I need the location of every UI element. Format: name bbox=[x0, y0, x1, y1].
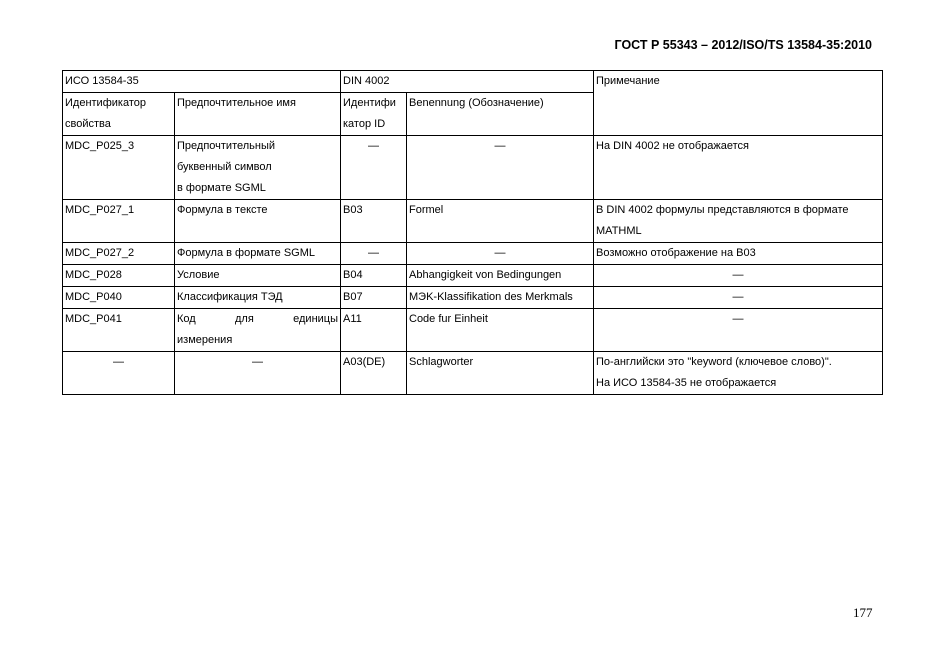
note-cell: — bbox=[594, 265, 883, 287]
note-line: По-английски это "keyword (ключевое слово)". bbox=[596, 356, 832, 368]
iso-id-cell: MDC_P028 bbox=[63, 265, 175, 287]
iso-name-line: буквенный символ bbox=[177, 161, 272, 173]
din-name-cell: — bbox=[407, 136, 594, 200]
table-row bbox=[63, 352, 883, 395]
note-cell: — bbox=[594, 309, 883, 352]
table-row bbox=[63, 243, 883, 265]
din-id-cell: — bbox=[341, 136, 407, 200]
iso-name-cell bbox=[175, 136, 341, 200]
din-group-header: DIN 4002 bbox=[341, 71, 594, 93]
din-id-header bbox=[341, 93, 407, 136]
din-id-header-line2: катор ID bbox=[343, 118, 386, 130]
din-name-cell: — bbox=[407, 243, 594, 265]
din-id-cell: B07 bbox=[341, 287, 407, 309]
iso-id-cell: — bbox=[63, 352, 175, 395]
din-name-cell: Formel bbox=[407, 200, 594, 243]
page-number: 177 bbox=[853, 605, 873, 620]
iso-id-cell: MDC_P027_1 bbox=[63, 200, 175, 243]
iso-name-header: Предпочтительное имя bbox=[175, 93, 341, 136]
din-id-cell: A11 bbox=[341, 309, 407, 352]
iso-id-header-line2: свойства bbox=[65, 118, 111, 130]
table-row bbox=[63, 265, 883, 287]
table-group-header-row bbox=[63, 71, 883, 93]
din-name-cell: Code fur Einheit bbox=[407, 309, 594, 352]
iso-name-line: в формате SGML bbox=[177, 182, 266, 194]
din-name-header: Benennung (Обозначение) bbox=[407, 93, 594, 136]
iso-id-cell: MDC_P027_2 bbox=[63, 243, 175, 265]
din-id-header-line1: Идентифи bbox=[343, 97, 396, 109]
iso-id-header bbox=[63, 93, 175, 136]
din-name-cell: Abhangigkeit von Bedingungen bbox=[407, 265, 594, 287]
note-line: На DIN 4002 не отображается bbox=[596, 140, 749, 152]
note-line: В DIN 4002 формулы представляются в формате bbox=[596, 204, 849, 216]
iso-id-cell: MDC_P040 bbox=[63, 287, 175, 309]
din-name-cell: Schlagworter bbox=[407, 352, 594, 395]
iso-group-header: ИСО 13584-35 bbox=[63, 71, 341, 93]
iso-name-cell: Формула в тексте bbox=[175, 200, 341, 243]
note-cell: Возможно отображение на B03 bbox=[594, 243, 883, 265]
iso-name-cell: — bbox=[175, 352, 341, 395]
table-row bbox=[63, 200, 883, 243]
mapping-table bbox=[62, 70, 883, 395]
din-id-cell: B04 bbox=[341, 265, 407, 287]
iso-name-cell: Формула в формате SGML bbox=[175, 243, 341, 265]
iso-id-cell: MDC_P041 bbox=[63, 309, 175, 352]
iso-name-line: Код для единицы bbox=[177, 313, 338, 325]
table-row bbox=[63, 309, 883, 352]
iso-name-line: Предпочтительный bbox=[177, 140, 276, 152]
din-id-cell: — bbox=[341, 243, 407, 265]
table-row bbox=[63, 136, 883, 200]
iso-name-cell bbox=[175, 309, 341, 352]
iso-id-header-line1: Идентификатор bbox=[65, 97, 146, 109]
note-cell: — bbox=[594, 287, 883, 309]
note-cell bbox=[594, 352, 883, 395]
iso-id-cell: MDC_P025_3 bbox=[63, 136, 175, 200]
iso-name-cell: Условие bbox=[175, 265, 341, 287]
din-id-cell: B03 bbox=[341, 200, 407, 243]
iso-name-line: измерения bbox=[177, 334, 233, 346]
iso-name-cell: Классификация ТЭД bbox=[175, 287, 341, 309]
table-row bbox=[63, 287, 883, 309]
note-line: MATHML bbox=[596, 225, 642, 237]
note-line: На ИСО 13584-35 не отображается bbox=[596, 377, 777, 389]
note-header: Примечание bbox=[594, 71, 883, 136]
note-cell bbox=[594, 136, 883, 200]
note-cell bbox=[594, 200, 883, 243]
din-name-cell: MЭK-Klassifikation des Merkmals bbox=[407, 287, 594, 309]
din-id-cell: A03(DE) bbox=[341, 352, 407, 395]
document-header: ГОСТ Р 55343 – 2012/ISO/TS 13584-35:2010 bbox=[614, 38, 872, 52]
